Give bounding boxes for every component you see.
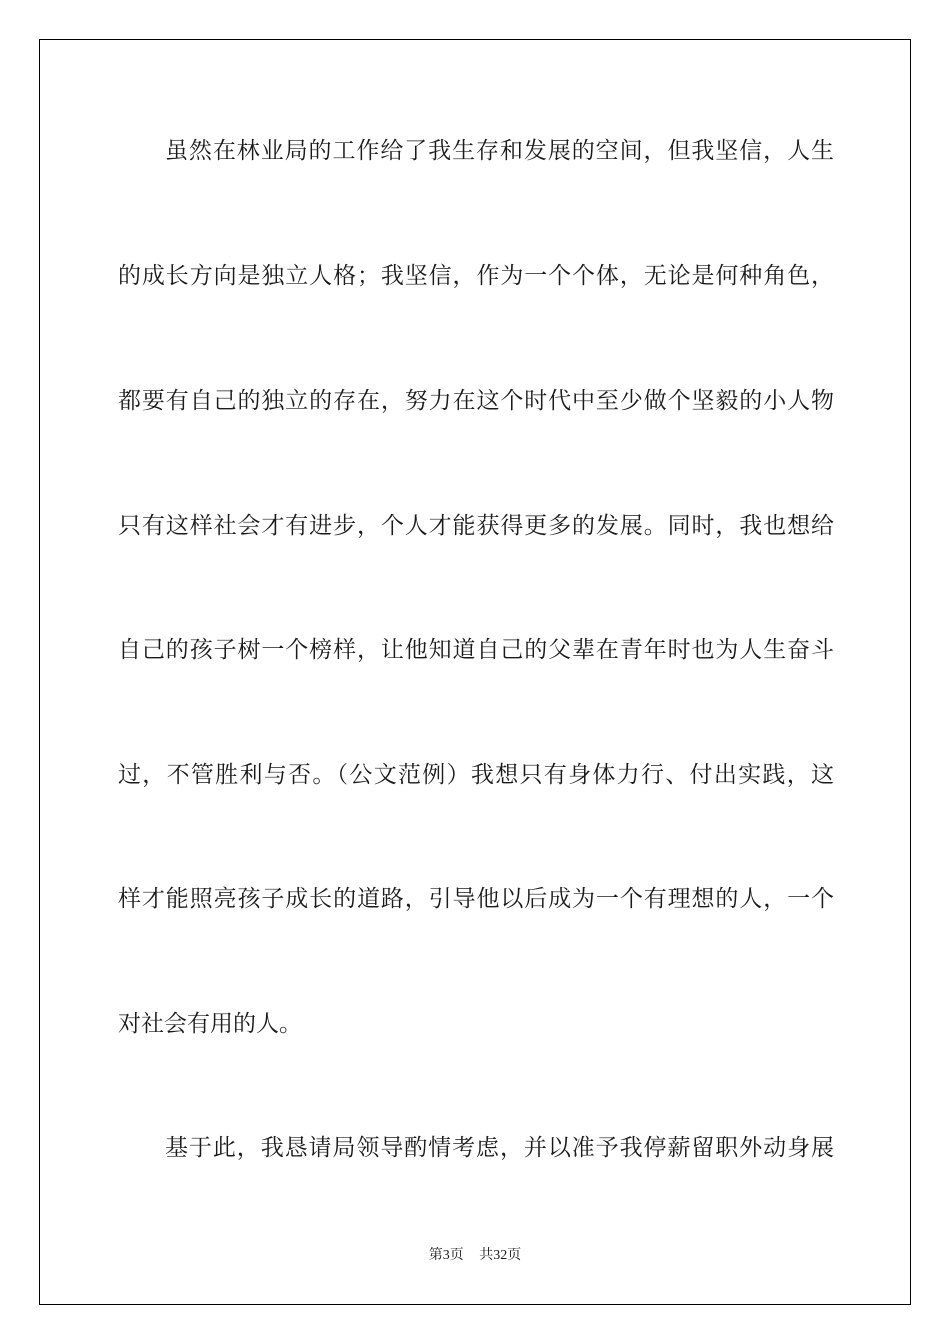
page-footer xyxy=(0,1244,950,1264)
page-number-total: 共32页 xyxy=(479,1248,522,1263)
paragraph-line: 对社会有用的人。 xyxy=(118,1011,302,1037)
paragraph-line: 过，不管胜利与否。（公文范例）我想只有身体力行、付出实践，这 xyxy=(118,762,834,788)
paragraph-line: 都要有自己的独立的存在，努力在这个时代中至少做个坚毅的小人物 xyxy=(118,388,834,414)
paragraph-line: 自己的孩子树一个榜样，让他知道自己的父辈在青年时也为人生奋斗 xyxy=(118,637,834,663)
paragraph-line: 基于此，我恳请局领导酌情考虑，并以准予我停薪留职外动身展 xyxy=(165,1135,834,1161)
paragraph-line: 样才能照亮孩子成长的道路，引导他以后成为一个有理想的人，一个 xyxy=(118,886,834,912)
page-number-current: 第3页 xyxy=(428,1248,464,1263)
paragraph-line: 只有这样社会才有进步，个人才能获得更多的发展。同时，我也想给 xyxy=(118,513,834,539)
page-border xyxy=(39,39,911,1305)
paragraph-line: 虽然在林业局的工作给了我生存和发展的空间，但我坚信，人生 xyxy=(165,138,834,164)
paragraph-line: 的成长方向是独立人格；我坚信，作为一个个体，无论是何种角色， xyxy=(118,263,834,289)
